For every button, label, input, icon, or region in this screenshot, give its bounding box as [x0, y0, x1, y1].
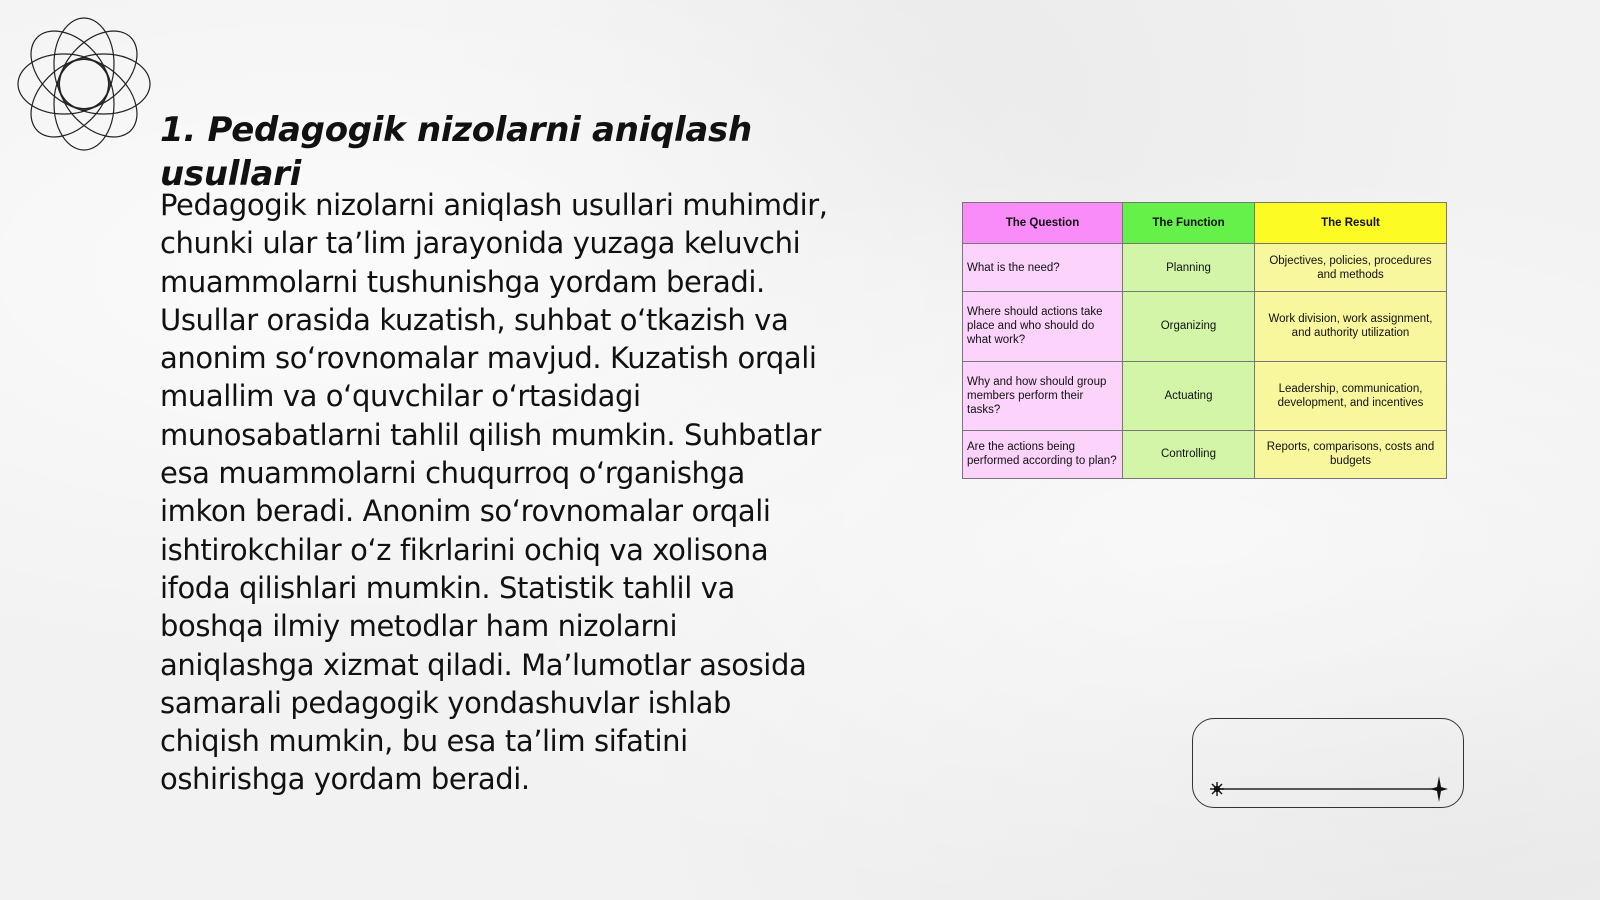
cell-result: Reports, comparisons, costs and budgets [1255, 430, 1447, 478]
table-row [963, 292, 1447, 361]
four-point-star-icon [1430, 776, 1448, 802]
cell-question: What is the need? [963, 244, 1123, 292]
sparkle-star-icon [1210, 782, 1224, 796]
functions-table-image [962, 202, 1446, 479]
table-row [963, 244, 1447, 292]
spirograph-circle-icon [10, 10, 158, 158]
cell-function: Controlling [1123, 430, 1255, 478]
slide-body-text: Pedagogik nizolarni aniqlash usullari muhimdir, chunki ular ta’lim jarayonida yuzaga keluvchi muammolarni tushunishga yordam beradi. Usullar orasida kuzatish, suhbat o‘tkazish va anonim so‘rovnomalar mavjud. Kuzatish orqali muallim va o‘quvchilar o‘rtasidagi munosabatlarni tahlil qilish mumkin. Suhbatlar esa muammolarni chuqurroq o‘rganishga imkon beradi. Anonim so‘rovnomalar orqali ishtirokchilar o‘z fikrlarini ochiq va xolisona ifoda qilishlari mumkin. Statistik tahlil va boshqa ilmiy metodlar ham nizolarni aniqlashga xizmat qiladi. Ma’lumotlar asosida samarali pedagogik yondashuvlar ishlab chiqish mumkin, bu esa ta’lim sifatini oshirishga yordam beradi. [160, 188, 828, 797]
table-row [963, 361, 1447, 430]
header-result: The Result [1255, 203, 1447, 244]
cell-function: Planning [1123, 244, 1255, 292]
cell-result: Leadership, communication, development, and incentives [1255, 361, 1447, 430]
cell-question: Are the actions being performed according to plan? [963, 430, 1123, 478]
functions-table [962, 202, 1447, 479]
cell-question: Why and how should group members perform their tasks? [963, 361, 1123, 430]
table-header-row [963, 203, 1447, 244]
decorative-slider-frame [1192, 718, 1464, 808]
table-row [963, 430, 1447, 478]
cell-result: Work division, work assignment, and authority utilization [1255, 292, 1447, 361]
cell-function: Organizing [1123, 292, 1255, 361]
cell-question: Where should actions take place and who should do what work? [963, 292, 1123, 361]
cell-result: Objectives, policies, procedures and methods [1255, 244, 1447, 292]
header-question: The Question [963, 203, 1123, 244]
header-function: The Function [1123, 203, 1255, 244]
cell-function: Actuating [1123, 361, 1255, 430]
slider-line [1193, 719, 1465, 809]
slide-title: 1. Pedagogik nizolarni aniqlash usullari [160, 110, 752, 194]
